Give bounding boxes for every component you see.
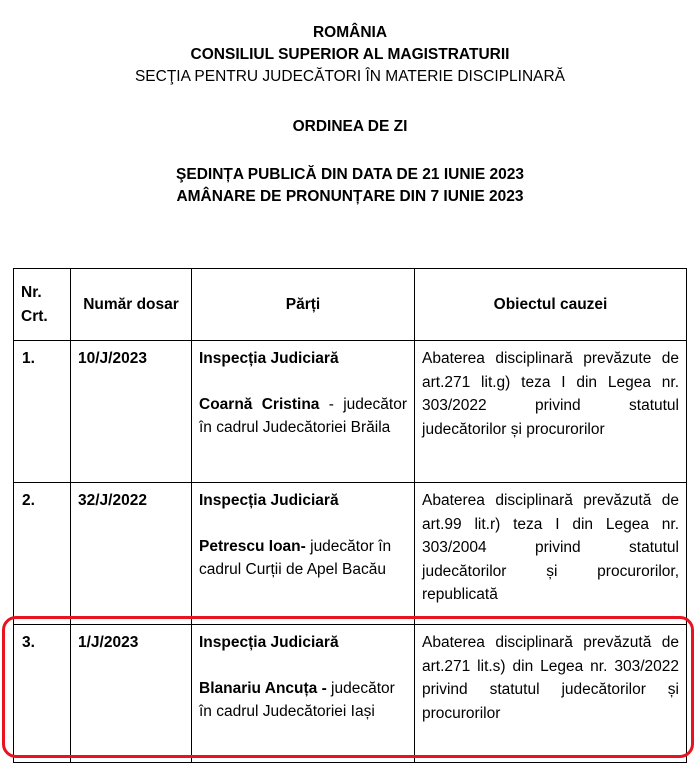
session-postponement: AMÂNARE DE PRONUNȚARE DIN 7 IUNIE 2023: [176, 188, 524, 205]
case-number: 1/J/2023: [71, 625, 192, 763]
header-section: SECŢIA PENTRU JUDECĂTORI ÎN MATERIE DISCIPLINARĂ: [134, 68, 566, 85]
agenda-title: ORDINEA DE ZI: [292, 118, 408, 135]
row-number: 3.: [14, 625, 71, 763]
defendant-name: Blanariu Ancuța -: [199, 679, 327, 697]
row-number: 2.: [14, 483, 71, 625]
defendant-description: - judecător în cadrul Judecătoriei Brăila: [199, 395, 407, 436]
case-object: Abaterea disciplinară prevăzute de art.271 lit.g) teza I din Legea nr. 303/2022 privind statutul judecătorilor și procurorilor: [415, 341, 687, 483]
document-header: [0, 22, 700, 88]
defendant-name: Petrescu Ioan-: [199, 537, 306, 555]
header-parti: Părți: [192, 269, 415, 341]
case-number: 32/J/2022: [71, 483, 192, 625]
parties-cell: [192, 625, 415, 763]
agenda-table: [13, 268, 687, 763]
defendant-description: judecător în cadrul Curții de Apel Bacău: [199, 537, 392, 578]
session-date: ŞEDINȚA PUBLICĂ DIN DATA DE 21 IUNIE 2023: [176, 166, 524, 183]
table-row: [14, 625, 687, 763]
header-country: ROMÂNIA: [312, 24, 388, 41]
defendant-name: Coarnă Cristina: [199, 395, 320, 413]
parties-cell: [192, 483, 415, 625]
table-row: [14, 483, 687, 625]
defendant-description: judecător în cadrul Judecătoriei Iași: [199, 679, 395, 720]
header-council: CONSILIUL SUPERIOR AL MAGISTRATURII: [190, 46, 510, 63]
party-defendant: [199, 393, 407, 440]
header-obiect: Obiectul cauzei: [415, 269, 687, 341]
header-nr: Nr. Crt.: [14, 269, 71, 341]
parties-cell: [192, 341, 415, 483]
row-number: 1.: [14, 341, 71, 483]
party-defendant: [199, 677, 407, 724]
header-dosar: Număr dosar: [71, 269, 192, 341]
case-object: Abaterea disciplinară prevăzută de art.99 lit.r) teza I din Legea nr. 303/2004 privind statutul judecătorilor și procurorilor, republicată: [415, 483, 687, 625]
party-inspection: Inspecția Judiciară: [199, 350, 339, 367]
table-header-row: [14, 269, 687, 341]
party-defendant: [199, 535, 407, 582]
party-inspection: Inspecția Judiciară: [199, 492, 339, 509]
session-info: [0, 164, 700, 208]
case-number: 10/J/2023: [71, 341, 192, 483]
case-object: Abaterea disciplinară prevăzută de art.271 lit.s) din Legea nr. 303/2022 privind statutul judecătorilor și procurorilor: [415, 625, 687, 763]
party-inspection: Inspecția Judiciară: [199, 634, 339, 651]
table-row: [14, 341, 687, 483]
